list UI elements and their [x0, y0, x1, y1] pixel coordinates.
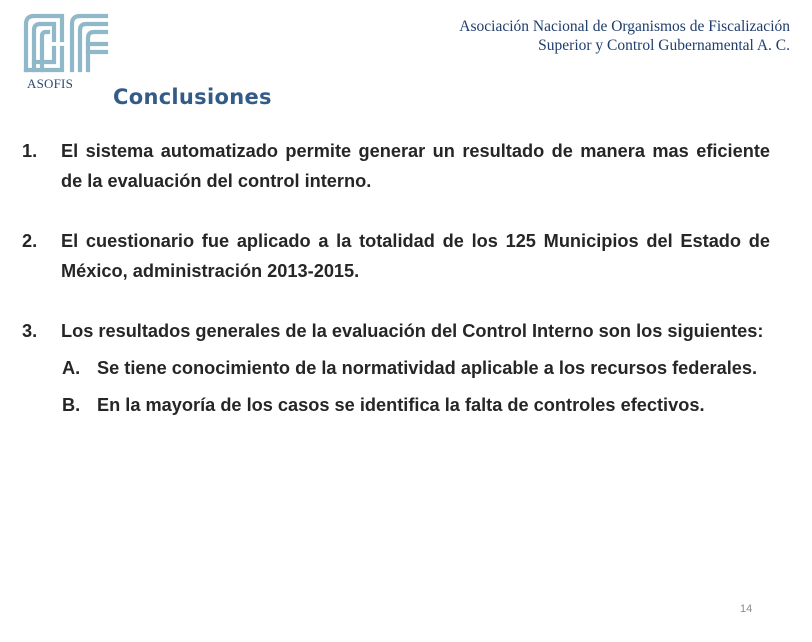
- sub-list-item: [22, 353, 770, 383]
- sub-list-item-text: Se tiene conocimiento de la normatividad aplicable a los recursos federales.: [97, 358, 758, 378]
- sub-list-item-letter: B.: [62, 395, 81, 415]
- list-item-number: 2.: [22, 231, 38, 251]
- list-item: [22, 136, 770, 196]
- sub-list-item-text: En la mayoría de los casos se identifica la falta de controles efectivos.: [97, 395, 705, 415]
- sub-list-item: [22, 390, 770, 420]
- page-number: 14: [740, 603, 753, 615]
- sub-list-item-letter: A.: [62, 358, 81, 378]
- organization-name: [459, 17, 790, 55]
- org-line-1: Asociación Nacional de Organismos de Fiscalización: [459, 18, 790, 35]
- conclusions-list: [22, 136, 770, 420]
- list-item: [22, 316, 770, 346]
- list-item: [22, 226, 770, 286]
- list-item-number: 1.: [22, 141, 38, 161]
- list-item-text: El cuestionario fue aplicado a la totalidad de los 125 Municipios del Estado de México, administración 2013-2015.: [61, 231, 770, 281]
- list-item-number: 3.: [22, 321, 38, 341]
- list-item-text: El sistema automatizado permite generar un resultado de manera mas eficiente de la evaluación del control interno.: [61, 141, 770, 191]
- list-item-text: Los resultados generales de la evaluación del Control Interno son los siguientes:: [61, 321, 764, 341]
- logo-text: ASOFIS: [27, 76, 73, 91]
- org-line-2: Superior y Control Gubernamental A. C.: [538, 37, 790, 54]
- slide-title: Conclusiones: [113, 85, 272, 109]
